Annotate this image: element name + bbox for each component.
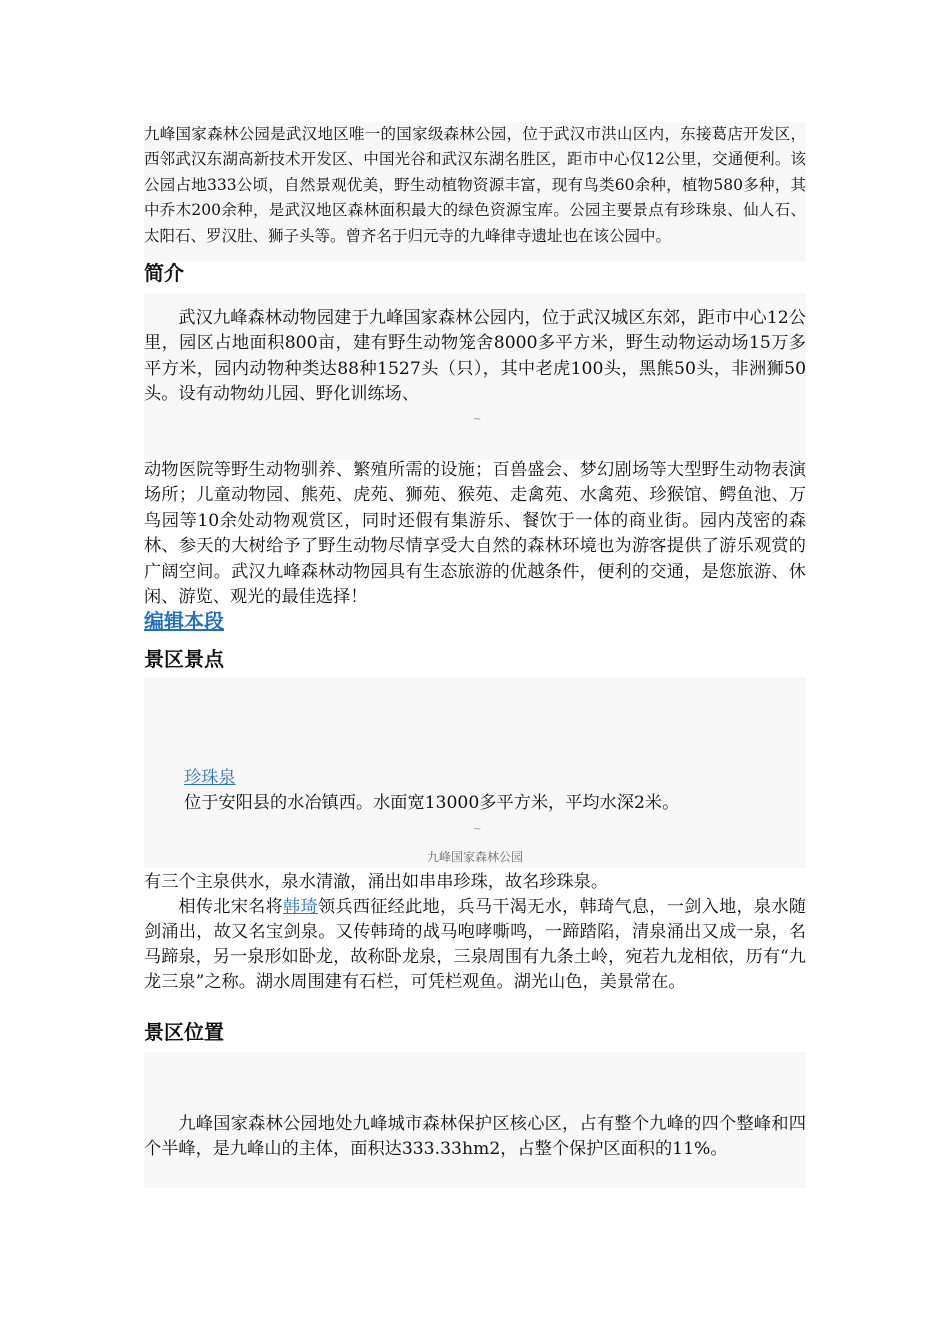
legend-paragraph	[144, 895, 806, 995]
heading-jingdian: 景区景点	[144, 647, 224, 671]
zoo-facilities-paragraph: 动物医院等野生动物驯养、繁殖所需的设施；百兽盛会、梦幻剧场等大型野生动物表演场所；儿童动物园、熊苑、虎苑、狮苑、猴苑、走禽苑、水禽苑、珍猴馆、鳄鱼池、万鸟园等10余处动物观赏区，同时还假有集游乐、餐饮于一体的商业街。园内茂密的森林、参天的大树给予了野生动物尽情享受大自然的森林环境也为游客提供了游乐观赏的广阔空间。武汉九峰森林动物园具有生态旅游的优越条件，便利的交通，是您旅游、休闲、游览、观光的最佳选择！	[144, 460, 806, 608]
image-caption: 九峰国家森林公园	[426, 850, 523, 864]
spring-source-line: 有三个主泉供水，泉水清澈，涌出如串串珍珠，故名珍珠泉。	[144, 872, 609, 892]
pearl-spring-link[interactable]: 珍珠泉	[184, 768, 236, 788]
pearl-spring-legend	[144, 870, 806, 995]
edit-section-link[interactable]: 编辑本段	[144, 609, 224, 633]
legend-text-rest: 领兵西征经此地，兵马干渴无水，韩琦气息，一剑入地，泉水随剑涌出，故又名宝剑泉。又传韩琦的战马咆哮嘶鸣，一蹄踏陷，清泉涌出又成一泉，名马蹄泉，另一泉形如卧龙，故称卧龙泉，三泉周围有九条土岭，宛若九龙相依，历有“九龙三泉”之称。湖水周围建有石栏，可凭栏观鱼。湖光山色，美景常在。	[144, 897, 806, 992]
hanqi-link[interactable]: 韩琦	[283, 897, 318, 917]
heading-weizhi: 景区位置	[144, 1020, 224, 1044]
image-placeholder-mark: ~	[473, 824, 482, 835]
legend-text-start: 相传北宋名将	[178, 897, 284, 917]
zoo-intro-paragraph: 武汉九峰森林动物园建于九峰国家森林公园内，位于武汉城区东郊，距市中心12公里，园区占地面积800亩，建有野生动物笼舍8000多平方米，野生动物运动场15万多平方米，园内动物种类达88种1527头（只），其中老虎100头，黑熊50头，非洲狮50头。设有动物幼儿园、野化训练场、	[144, 308, 806, 405]
image-placeholder-mark: ~	[473, 414, 482, 425]
pearl-spring-description: 位于安阳县的水冶镇西。水面宽13000多平方米，平均水深2米。	[184, 793, 680, 813]
heading-jianjie: 简介	[144, 261, 184, 285]
location-paragraph: 九峰国家森林公园地处九峰城市森林保护区核心区，占有整个九峰的四个整峰和四个半峰，是九峰山的主体，面积达333.33hm2，占整个保护区面积的11%。	[144, 1114, 806, 1160]
intro-paragraph: 九峰国家森林公园是武汉地区唯一的国家级森林公园，位于武汉市洪山区内，东接葛店开发区，西邻武汉东湖高新技术开发区、中国光谷和武汉东湖名胜区，距市中心仅12公里，交通便利。该公园占地333公顷，自然景观优美，野生动植物资源丰富，现有鸟类60余种，植物580多种，其中乔木200余种，是武汉地区森林面积最大的绿色资源宝库。公园主要景点有珍珠泉、仙人石、太阳石、罗汉肚、狮子头等。曾齐名于归元寺的九峰律寺遗址也在该公园中。	[144, 125, 806, 245]
